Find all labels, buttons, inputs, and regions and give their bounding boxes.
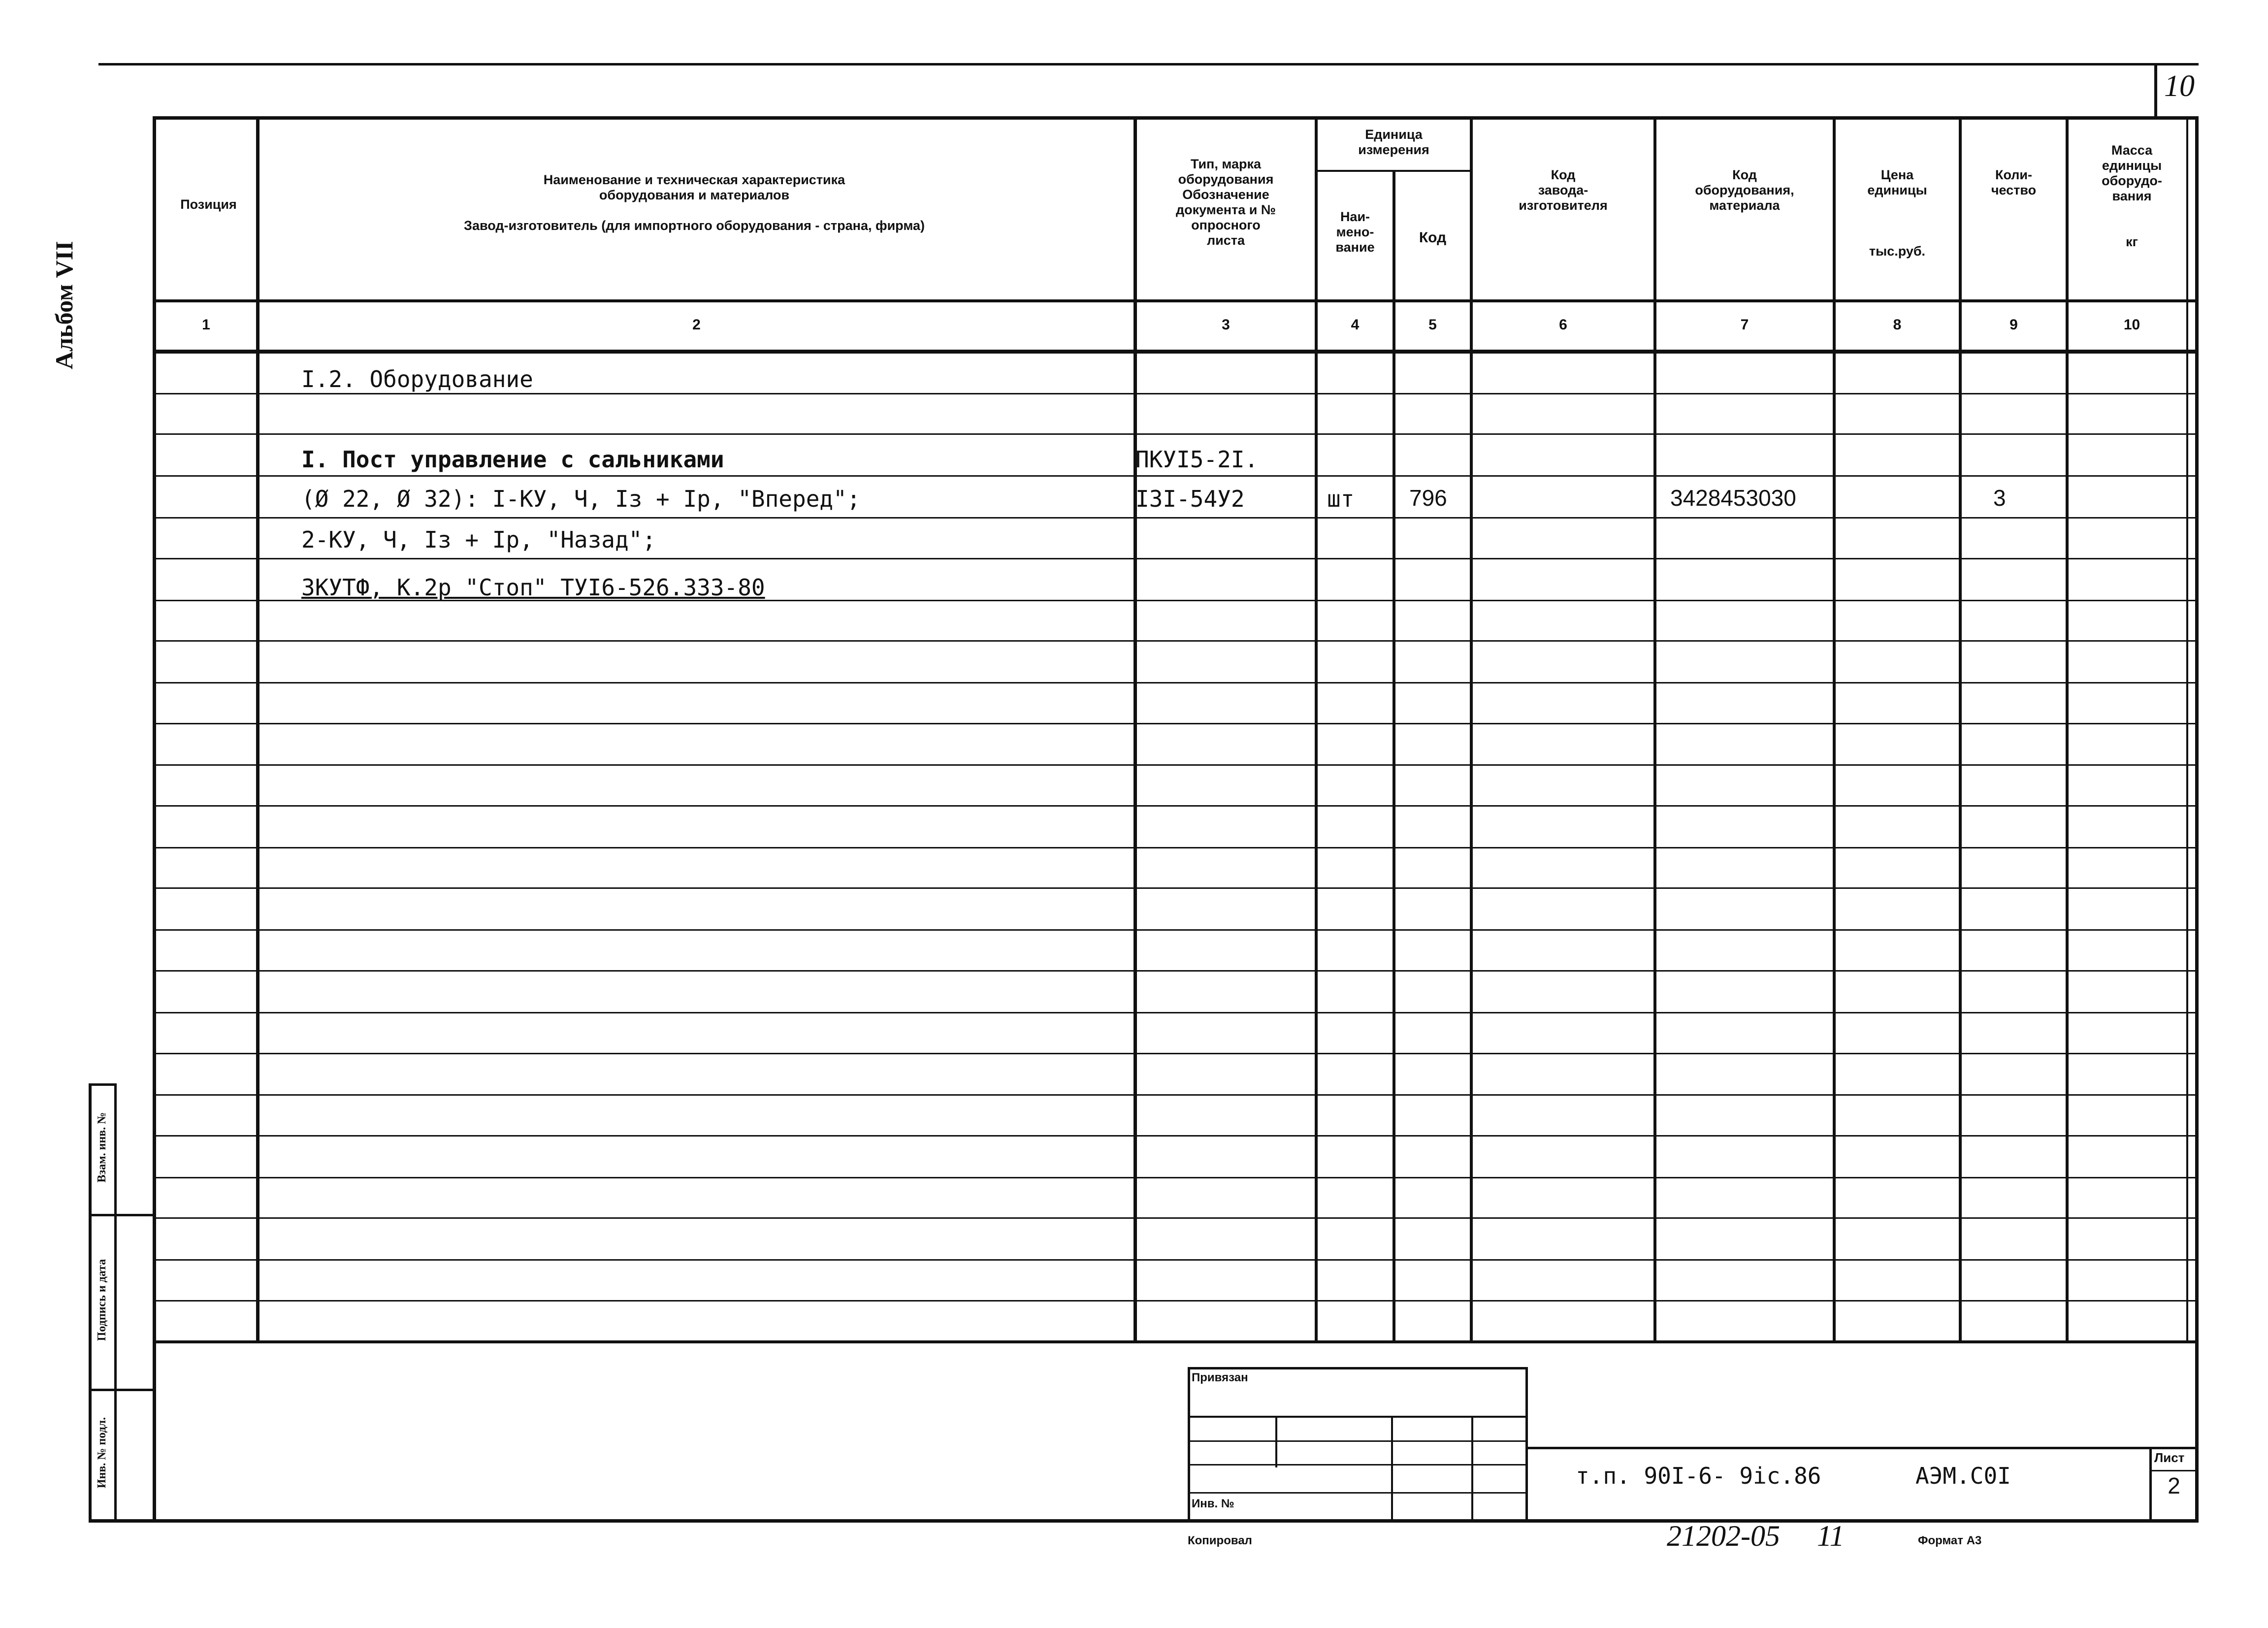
archive-number: 21202-05 (1667, 1520, 1780, 1552)
row-item-name-3: 2-КУ, Ч, Iз + Iр, "Назад"; (301, 526, 656, 553)
col-num-4: 4 (1351, 317, 1360, 333)
col-line-4 (1393, 170, 1395, 1342)
stamp-top (89, 1083, 117, 1086)
accepted-label: Привязан (1192, 1371, 1248, 1384)
row-item-unit: шт (1327, 486, 1355, 512)
col-num-5: 5 (1428, 317, 1437, 333)
col-num-9: 9 (2009, 317, 2018, 333)
document-code: АЭМ.C0I (1915, 1463, 2011, 1489)
col-num-6: 6 (1559, 317, 1567, 333)
row-item-name-1: I. Пост управление с сальниками (301, 446, 724, 473)
row-item-name-4: 3КУТФ, К.2р "Стоп" ТУI6-526.333-80 (301, 574, 765, 601)
project-code: т.п. 90I-6- 9ic.86 (1576, 1463, 1821, 1489)
tb-sheet-box-div (2149, 1470, 2199, 1471)
col-line-3 (1315, 116, 1318, 1342)
row-item-quantity: 3 (1993, 485, 2006, 511)
col-line-1 (256, 116, 259, 1342)
stamp-left-edge (89, 1083, 92, 1523)
header-factory-code: Код завода- изготовителя (1519, 167, 1608, 213)
header-name: Наименование и техническая характеристика оборудования и материалов Завод-изготовитель (для импортного оборудования - страна, фирма) (464, 172, 925, 233)
frame-left (153, 116, 156, 1523)
col-num-8: 8 (1893, 317, 1902, 333)
tb-row-1 (1188, 1416, 1527, 1418)
stamp-signature-label: Подпись и дата (96, 1259, 108, 1341)
page-number-box-left (2154, 65, 2157, 120)
table-bottom-rule (153, 1340, 2195, 1343)
tb-row-3 (1188, 1464, 1527, 1465)
copied-label: Копировал (1188, 1534, 1252, 1547)
col-line-7 (1833, 116, 1836, 1342)
sheet-label: Лист (2154, 1450, 2185, 1465)
header-bottom-rule (153, 299, 2195, 302)
col-line-6 (1653, 116, 1656, 1342)
album-label: Альбом VII (50, 241, 78, 369)
header-price: Цена единицы тыс.руб. (1867, 167, 1927, 259)
col-line-2 (1134, 116, 1137, 1342)
header-type: Тип, марка оборудования Обозначение документа и № опросного листа (1175, 157, 1276, 248)
col-num-2: 2 (692, 317, 701, 333)
stamp-inner-edge (114, 1083, 117, 1523)
sheet-number: 2 (2168, 1473, 2180, 1498)
col-num-7: 7 (1740, 317, 1749, 333)
tb-col-2 (1391, 1416, 1393, 1519)
col-num-3: 3 (1222, 317, 1230, 333)
col-line-9 (2066, 116, 2069, 1342)
tb-col-3 (1471, 1416, 1473, 1519)
tb-accepted-right (1525, 1367, 1528, 1519)
stamp-div-1 (89, 1214, 156, 1216)
col-line-8 (1959, 116, 1962, 1342)
header-mass: Масса единицы оборудо- вания кг (2102, 143, 2162, 249)
archive-suffix: 11 (1817, 1520, 1845, 1552)
inv-number-label: Инв. № (1192, 1497, 1234, 1510)
tb-row-4 (1188, 1492, 1527, 1494)
tb-project-top (1525, 1447, 2199, 1449)
stamp-div-2 (89, 1389, 156, 1391)
row-item-unit-code: 796 (1409, 485, 1447, 511)
top-rule (98, 63, 2199, 65)
row-item-name-2: (Ø 22, Ø 32): I-КУ, Ч, Iз + Iр, "Вперед"; (301, 486, 861, 512)
header-material-code: Код оборудования, материала (1695, 167, 1794, 213)
format-label: Формат А3 (1918, 1534, 1982, 1547)
stamp-vzam-label: Взам. инв. № (96, 1112, 108, 1183)
row-item-type-2: I3I-54У2 (1135, 486, 1245, 512)
page-number: 10 (2164, 69, 2195, 103)
tb-accepted-top (1188, 1367, 1527, 1369)
numbers-bottom-rule (153, 350, 2195, 354)
header-unit-code: Код (1419, 229, 1447, 246)
frame-top (153, 116, 2199, 120)
header-unit-group: Единица измерения (1358, 127, 1429, 157)
tb-col-1 (1275, 1416, 1277, 1467)
stamp-inv-label: Инв. № подл. (96, 1417, 108, 1489)
header-quantity: Коли- чество (1991, 167, 2037, 197)
tb-left (1188, 1367, 1190, 1519)
header-unit-name: Наи- мено- вание (1335, 209, 1375, 255)
row-item-type-1: ПКУI5-2I. (1135, 446, 1259, 473)
row-item-material-code: 3428453030 (1670, 485, 1796, 511)
row-section-title: I.2. Оборудование (301, 366, 533, 392)
header-position: Позиция (180, 197, 237, 212)
tb-row-2 (1188, 1440, 1527, 1442)
col-line-5 (1470, 116, 1473, 1342)
frame-bottom (89, 1519, 2199, 1523)
col-num-1: 1 (202, 317, 210, 333)
col-num-10: 10 (2123, 317, 2140, 333)
frame-right (2195, 116, 2199, 1523)
